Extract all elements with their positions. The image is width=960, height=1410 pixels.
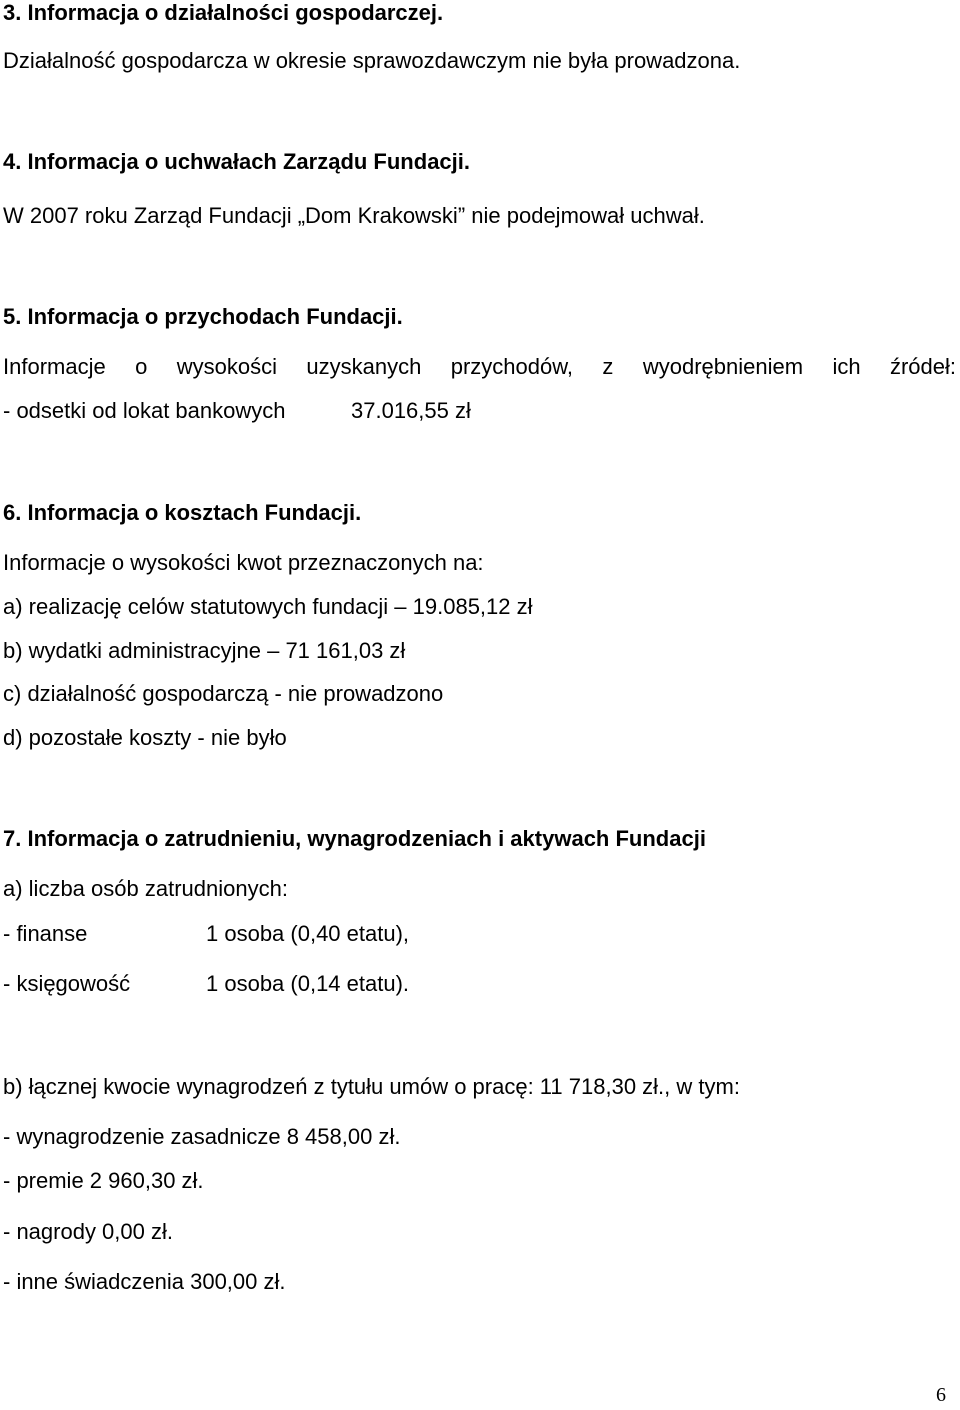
section-7-heading: 7. Informacja o zatrudnieniu, wynagrodzeniach i aktywach Fundacji	[3, 826, 706, 851]
section-6-heading: 6. Informacja o kosztach Fundacji.	[3, 500, 362, 525]
cost-item: d) pozostałe koszty - nie było	[3, 725, 287, 750]
cost-item: a) realizację celów statutowych fundacji – 19.085,12 zł	[3, 594, 533, 619]
staff-role: - finanse	[3, 921, 88, 946]
income-item-value: 37.016,55 zł	[351, 398, 471, 423]
salary-item: - nagrody 0,00 zł.	[3, 1219, 173, 1244]
staff-role: - księgowość	[3, 971, 131, 996]
staff-count-label: a) liczba osób zatrudnionych:	[3, 876, 288, 901]
staff-row	[3, 971, 410, 997]
salary-total-label: b) łącznej kwocie wynagrodzeń z tytułu umów o pracę: 11 718,30 zł., w tym:	[3, 1074, 740, 1099]
salary-item: - inne świadczenia 300,00 zł.	[3, 1269, 286, 1294]
section-3-text: Działalność gospodarcza w okresie sprawozdawczym nie była prowadzona.	[3, 48, 741, 73]
section-4-text: W 2007 roku Zarząd Fundacji „Dom Krakowski” nie podejmował uchwał.	[3, 203, 705, 228]
salary-item: - wynagrodzenie zasadnicze 8 458,00 zł.	[3, 1124, 401, 1149]
staff-value: 1 osoba (0,14 etatu).	[206, 971, 410, 996]
staff-row	[3, 921, 410, 947]
section-5-heading: 5. Informacja o przychodach Fundacji.	[3, 304, 403, 329]
section-6-intro: Informacje o wysokości kwot przeznaczonych na:	[3, 550, 484, 575]
cost-item: b) wydatki administracyjne – 71 161,03 zł	[3, 638, 406, 663]
income-item-label: - odsetki od lokat bankowych	[3, 398, 286, 423]
salary-item: - premie 2 960,30 zł.	[3, 1168, 204, 1193]
page-number: 6	[936, 1384, 946, 1406]
income-item	[3, 398, 471, 424]
section-5-text: Informacje o wysokości uzyskanych przychodów, z wyodrębnieniem ich źródeł:	[3, 354, 956, 379]
section-4-heading: 4. Informacja o uchwałach Zarządu Fundacji.	[3, 149, 470, 174]
cost-item: c) działalność gospodarczą - nie prowadzono	[3, 681, 444, 706]
section-3-heading: 3. Informacja o działalności gospodarczej.	[3, 0, 444, 25]
staff-value: 1 osoba (0,40 etatu),	[206, 921, 410, 946]
